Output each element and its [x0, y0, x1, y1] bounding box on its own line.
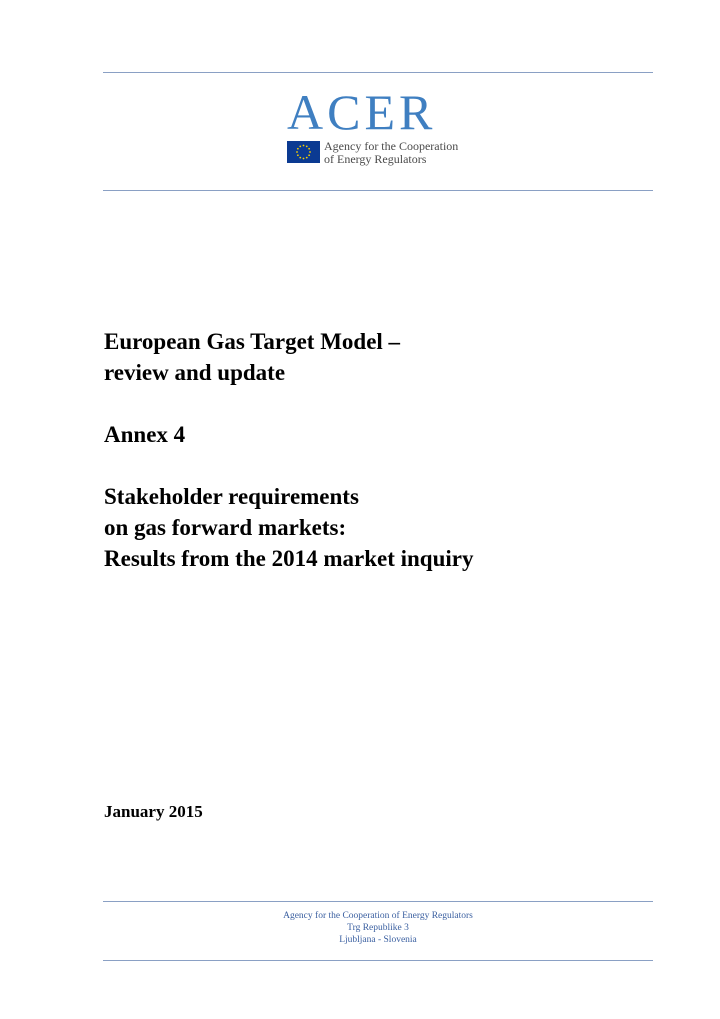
flag-star: [297, 154, 299, 156]
footer-street: Trg Republike 3: [347, 923, 409, 933]
publication-date: January 2015: [104, 802, 203, 821]
flag-star: [308, 154, 310, 156]
footer-agency-name: Agency for the Cooperation of Energy Regulators: [283, 911, 473, 921]
annex-label: Annex 4: [104, 422, 186, 447]
title-line-1: European Gas Target Model –: [104, 329, 401, 354]
acer-logo: [286, 84, 476, 173]
logo-tagline-line2: of Energy Regulators: [324, 152, 427, 166]
footer-top-divider: [103, 901, 653, 902]
flag-star: [297, 148, 299, 150]
flag-star: [303, 145, 305, 147]
subtitle-line-2: on gas forward markets:: [104, 515, 347, 540]
flag-star: [299, 157, 301, 159]
logo-wordmark: ACER: [287, 84, 437, 140]
flag-star: [299, 145, 301, 147]
footer-city: Ljubljana - Slovenia: [339, 935, 417, 945]
top-divider: [103, 72, 653, 73]
flag-star: [309, 151, 311, 153]
footer-address: [103, 910, 653, 946]
flag-star: [306, 157, 308, 159]
flag-star: [303, 158, 305, 160]
flag-star: [296, 151, 298, 153]
document-title: [104, 326, 664, 574]
logo-tagline-line1: Agency for the Cooperation: [324, 139, 459, 153]
flag-star: [306, 145, 308, 147]
subtitle-line-3: Results from the 2014 market inquiry: [104, 546, 474, 571]
eu-flag-icon: [287, 141, 320, 163]
flag-star: [308, 148, 310, 150]
footer-bottom-divider: [103, 960, 653, 961]
logo-divider: [103, 190, 653, 191]
subtitle-line-1: Stakeholder requirements: [104, 484, 359, 509]
title-line-2: review and update: [104, 360, 286, 385]
logo-tagline: [324, 140, 458, 166]
